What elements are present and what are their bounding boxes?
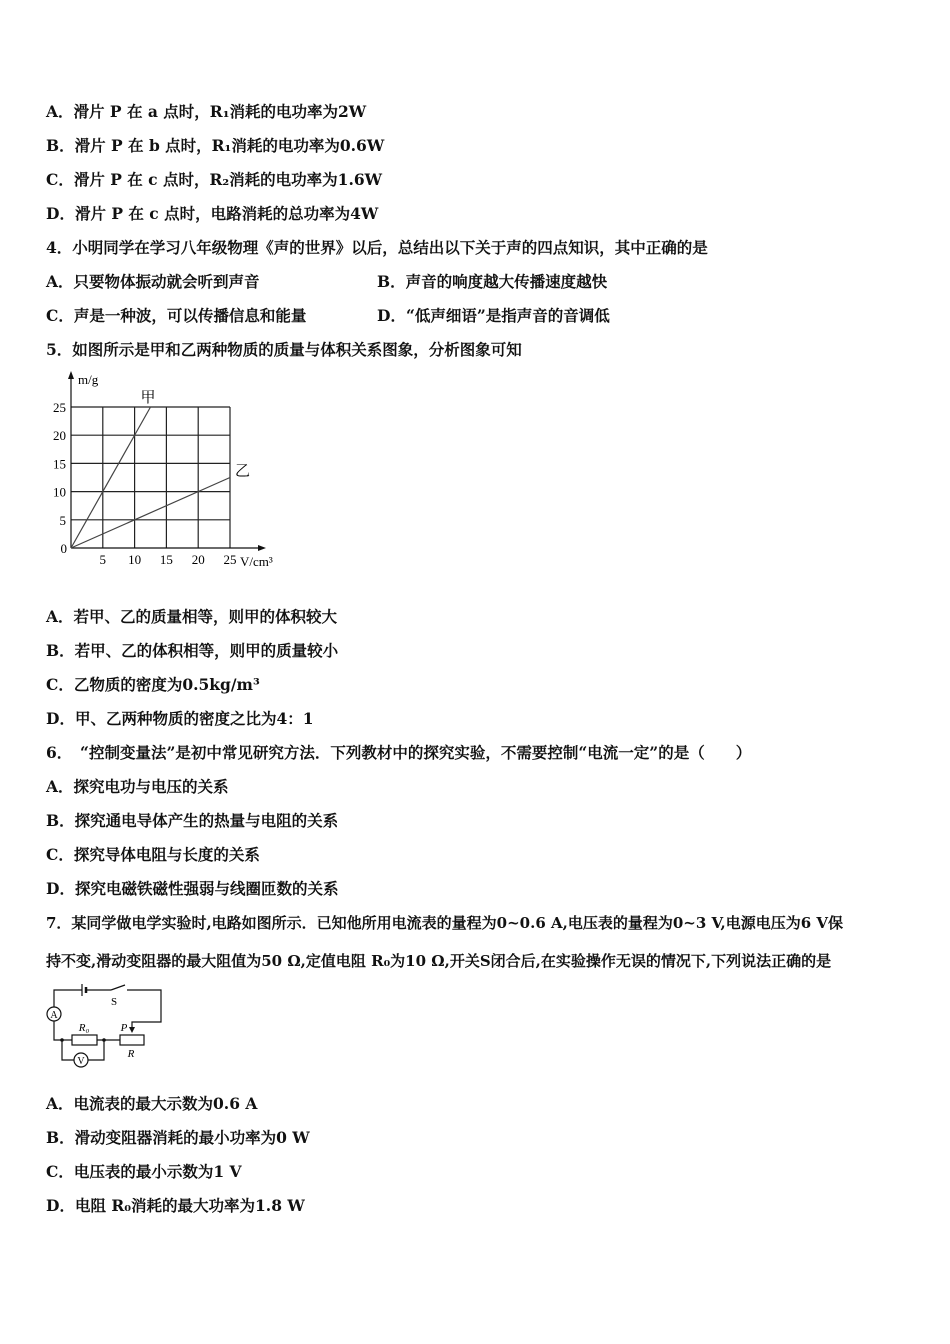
- q4-stem: 4．小明同学在学习八年级物理《声的世界》以后，总结出以下关于声的四点知识，其中正确的是: [46, 238, 708, 257]
- q3-option-c: C．滑片 P 在 c 点时，R₂消耗的电功率为1.6W: [46, 170, 383, 189]
- mass-volume-graph: [40, 365, 300, 575]
- rheostat-label: R: [127, 1048, 135, 1060]
- q7-option-c: C．电压表的最小示数为1 V: [46, 1162, 242, 1181]
- x-axis-arrow: [258, 545, 266, 551]
- q5-option-c: C．乙物质的密度为0.5kg/m³: [46, 675, 260, 694]
- origin-label: 0: [60, 541, 67, 556]
- series-label-1: 甲: [140, 390, 156, 406]
- q3-option-d: D．滑片 P 在 c 点时，电路消耗的总功率为4W: [46, 204, 379, 223]
- q7-stem-line2: 持不变,滑动变阻器的最大阻值为50 Ω,定值电阻 R₀为10 Ω,开关S闭合后,在实验操作无误的情况下,下列说法正确的是: [46, 952, 832, 970]
- q5-option-a: A．若甲、乙的质量相等，则甲的体积较大: [46, 607, 338, 626]
- q6-option-d: D．探究电磁铁磁性强弱与线圈匝数的关系: [46, 879, 339, 898]
- q6-option-c: C．探究导体电阻与长度的关系: [46, 845, 260, 864]
- y-tick-label: 10: [53, 484, 66, 500]
- r0-label: R₀: [78, 1022, 90, 1034]
- y-axis-arrow: [68, 371, 74, 379]
- x-tick-label: 15: [159, 552, 173, 567]
- voltmeter-label: V: [77, 1056, 85, 1067]
- q6-stem: 6． “控制变量法”是初中常见研究方法．下列教材中的探究实验，不需要控制“电流一定”的是（ ）: [46, 743, 752, 762]
- q6-option-a: A．探究电功与电压的关系: [46, 777, 229, 796]
- series-label-2: 乙: [235, 463, 251, 480]
- switch-label: S: [110, 996, 118, 1008]
- y-tick-label: 20: [53, 428, 66, 444]
- q4-option-d: D．“低声细语”是指声音的音调低: [377, 306, 610, 325]
- y-tick-label: 5: [59, 512, 66, 528]
- q4-option-a: A．只要物体振动就会听到声音: [46, 272, 260, 291]
- y-axis-label: m/g: [78, 372, 99, 387]
- q5-option-d: D．甲、乙两种物质的密度之比为4：1: [46, 709, 314, 728]
- y-tick-label: 15: [53, 456, 66, 472]
- x-tick-label: 20: [191, 552, 205, 567]
- q5-stem: 5．如图所示是甲和乙两种物质的质量与体积关系图象，分析图象可知: [46, 340, 522, 359]
- q7-option-d: D．电阻 R₀消耗的最大功率为1.8 W: [46, 1196, 305, 1215]
- x-tick-label: 5: [99, 552, 107, 567]
- q6-option-b: B．探究通电导体产生的热量与电阻的关系: [46, 811, 339, 830]
- x-axis-label: V/cm³: [240, 554, 273, 569]
- circuit-diagram: [40, 980, 180, 1075]
- ammeter-label: A: [50, 1010, 58, 1021]
- q7-option-a: A．电流表的最大示数为0.6 A: [46, 1094, 258, 1113]
- q4-option-c: C．声是一种波，可以传播信息和能量: [46, 306, 307, 325]
- q3-option-b: B．滑片 P 在 b 点时，R₁消耗的电功率为0.6W: [46, 136, 385, 155]
- q4-option-b: B．声音的响度越大传播速度越快: [377, 272, 608, 291]
- q3-option-a: A．滑片 P 在 a 点时，R₁消耗的电功率为2W: [46, 102, 367, 121]
- series-line-1: [71, 407, 151, 548]
- x-tick-label: 25: [223, 552, 237, 567]
- series-line-2: [71, 478, 230, 549]
- q7-option-b: B．滑动变阻器消耗的最小功率为0 W: [46, 1128, 310, 1147]
- q5-option-b: B．若甲、乙的体积相等，则甲的质量较小: [46, 641, 339, 660]
- q7-stem-line1: 7．某同学做电学实验时,电路如图所示．已知他所用电流表的量程为0~0.6 A,电压表的量程为0~3 V,电源电压为6 V保: [46, 914, 844, 932]
- slider-label: P: [120, 1022, 128, 1034]
- x-tick-label: 10: [128, 552, 142, 567]
- y-tick-label: 25: [53, 400, 66, 415]
